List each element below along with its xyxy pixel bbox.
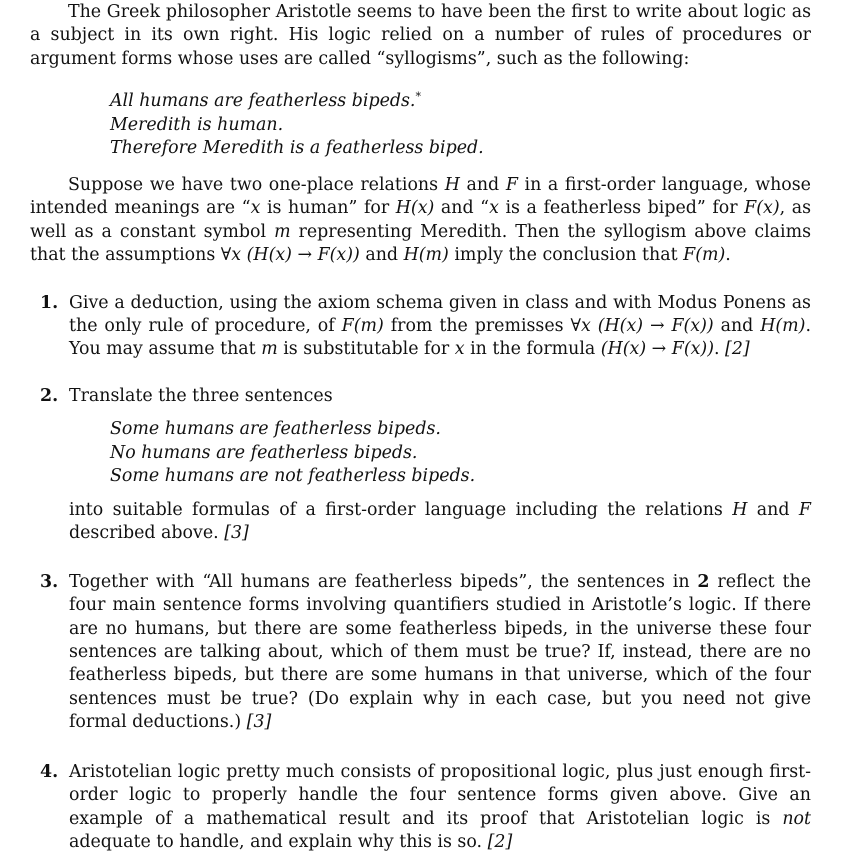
question-1 bbox=[30, 292, 811, 362]
question-3-text bbox=[69, 571, 811, 735]
text-run: and bbox=[359, 245, 404, 266]
math-Hm: H(m) bbox=[403, 245, 449, 266]
text-run: , as well as a constant symbol bbox=[30, 198, 812, 242]
math-m: m bbox=[261, 339, 278, 360]
question-1-text bbox=[69, 292, 811, 362]
intro-paragraph: The Greek philosopher Aristotle seems to have been the first to write about logic as a subject in its own right. His logic relied on a number of rules of procedures or argument forms whose uses are called “syllogisms”, such as the following: bbox=[30, 2, 811, 69]
question-number: 2. bbox=[40, 385, 59, 406]
sentence-item: Some humans are not featherless bipeds. bbox=[110, 466, 476, 487]
text-run: is substitutable for bbox=[277, 339, 455, 360]
text-run: described above. bbox=[69, 523, 225, 544]
text-run: Give a deduction, using the axiom schema given in class and with Modus Ponens as the only rule of procedure, of bbox=[69, 292, 811, 337]
text-run: and bbox=[459, 175, 506, 195]
text-run: reflect the four main sentence forms involving quantifiers studied in Aristotle’s logic. If there are no humans, but there are some featherless bipeds, in the universe these four sentences are talking about, which of them must be true? If, instead, there are no featherless bipeds, but there are some humans in that universe, which of the four sentences must be true? (Do explain why in each case, but you need not give formal deductions.) bbox=[69, 571, 811, 733]
question-3 bbox=[30, 571, 811, 735]
question-reference: 2 bbox=[697, 571, 710, 592]
math-x: x bbox=[250, 198, 261, 219]
math-forall-formula: ∀x (H(x) → F(x)) bbox=[220, 245, 360, 266]
math-m: m bbox=[274, 221, 291, 242]
text-run: . bbox=[713, 339, 726, 360]
math-F: F bbox=[798, 500, 811, 521]
text-run: representing Meredith. Then the syllogism above claims that the assumptions bbox=[30, 221, 811, 266]
math-H: H bbox=[444, 175, 460, 195]
syllogism-block bbox=[110, 85, 811, 161]
math-Fx: F(x) bbox=[744, 198, 780, 219]
text-run: and bbox=[747, 500, 799, 521]
text-run: and “ bbox=[434, 198, 490, 219]
marks-badge: [3] bbox=[224, 523, 249, 544]
text-run: . You may assume that bbox=[69, 316, 811, 360]
math-F: F bbox=[505, 175, 518, 195]
question-4 bbox=[30, 761, 811, 854]
marks-badge: [2] bbox=[487, 831, 513, 852]
text-run: imply the conclusion that bbox=[448, 245, 684, 266]
emphasis-not: not bbox=[782, 808, 811, 829]
question-2-lead: Translate the three sentences bbox=[69, 385, 333, 406]
text-run: Suppose we have two one-place relations bbox=[68, 175, 445, 195]
text-run: into suitable formulas of a first-order language including the relations bbox=[69, 500, 733, 521]
math-x: x bbox=[454, 339, 465, 360]
math-Fm: F(m) bbox=[683, 245, 726, 266]
marks-badge: [2] bbox=[725, 339, 750, 360]
math-Hm: H(m) bbox=[760, 316, 806, 337]
question-2 bbox=[30, 385, 811, 546]
math-Hx: H(x) bbox=[395, 198, 435, 219]
text-run: is human” for bbox=[260, 198, 396, 219]
math-H: H bbox=[732, 500, 748, 521]
text-run: in the formula bbox=[464, 339, 601, 360]
text-run: Together with “All humans are featherless bipeds”, the sentences in bbox=[69, 571, 698, 592]
sentence-item: Some humans are featherless bipeds. bbox=[110, 419, 441, 440]
setup-paragraph bbox=[30, 174, 811, 268]
math-implication-formula: (H(x) → F(x)) bbox=[600, 339, 714, 360]
question-number: 4. bbox=[40, 761, 59, 782]
sentence-list bbox=[110, 418, 811, 489]
math-Fm: F(m) bbox=[341, 316, 384, 337]
syllogism-conclusion: Therefore Meredith is a featherless biped. bbox=[110, 138, 484, 159]
math-forall-formula: ∀x (H(x) → F(x)) bbox=[570, 316, 714, 337]
syllogism-line-1 bbox=[110, 85, 811, 114]
sentence-item: No humans are featherless bipeds. bbox=[110, 442, 418, 463]
text-run: from the premisses bbox=[383, 316, 571, 337]
text-run: is a featherless biped” for bbox=[498, 198, 745, 219]
text-run: in a first-order language, whose intended meanings are “ bbox=[30, 175, 811, 219]
syllogism-premise-2: Meredith is human. bbox=[110, 114, 284, 135]
text-run: Aristotelian logic pretty much consists of propositional logic, plus just enough first-order logic to properly handle the four sentence forms given above. Give an example of a mathematical result and its proof that Aristotelian logic is bbox=[69, 761, 811, 829]
text-run: adequate to handle, and explain why this is so. bbox=[69, 831, 488, 852]
question-2-text bbox=[69, 499, 811, 546]
marks-badge: [3] bbox=[246, 712, 272, 733]
footnote-marker: * bbox=[415, 90, 421, 104]
text-run: . bbox=[725, 245, 731, 266]
question-number: 1. bbox=[40, 292, 59, 313]
syllogism-premise-1: All humans are featherless bipeds. bbox=[110, 91, 416, 112]
math-x: x bbox=[489, 198, 499, 219]
question-4-text bbox=[69, 761, 811, 854]
question-number: 3. bbox=[40, 571, 59, 592]
text-run: and bbox=[713, 316, 761, 337]
